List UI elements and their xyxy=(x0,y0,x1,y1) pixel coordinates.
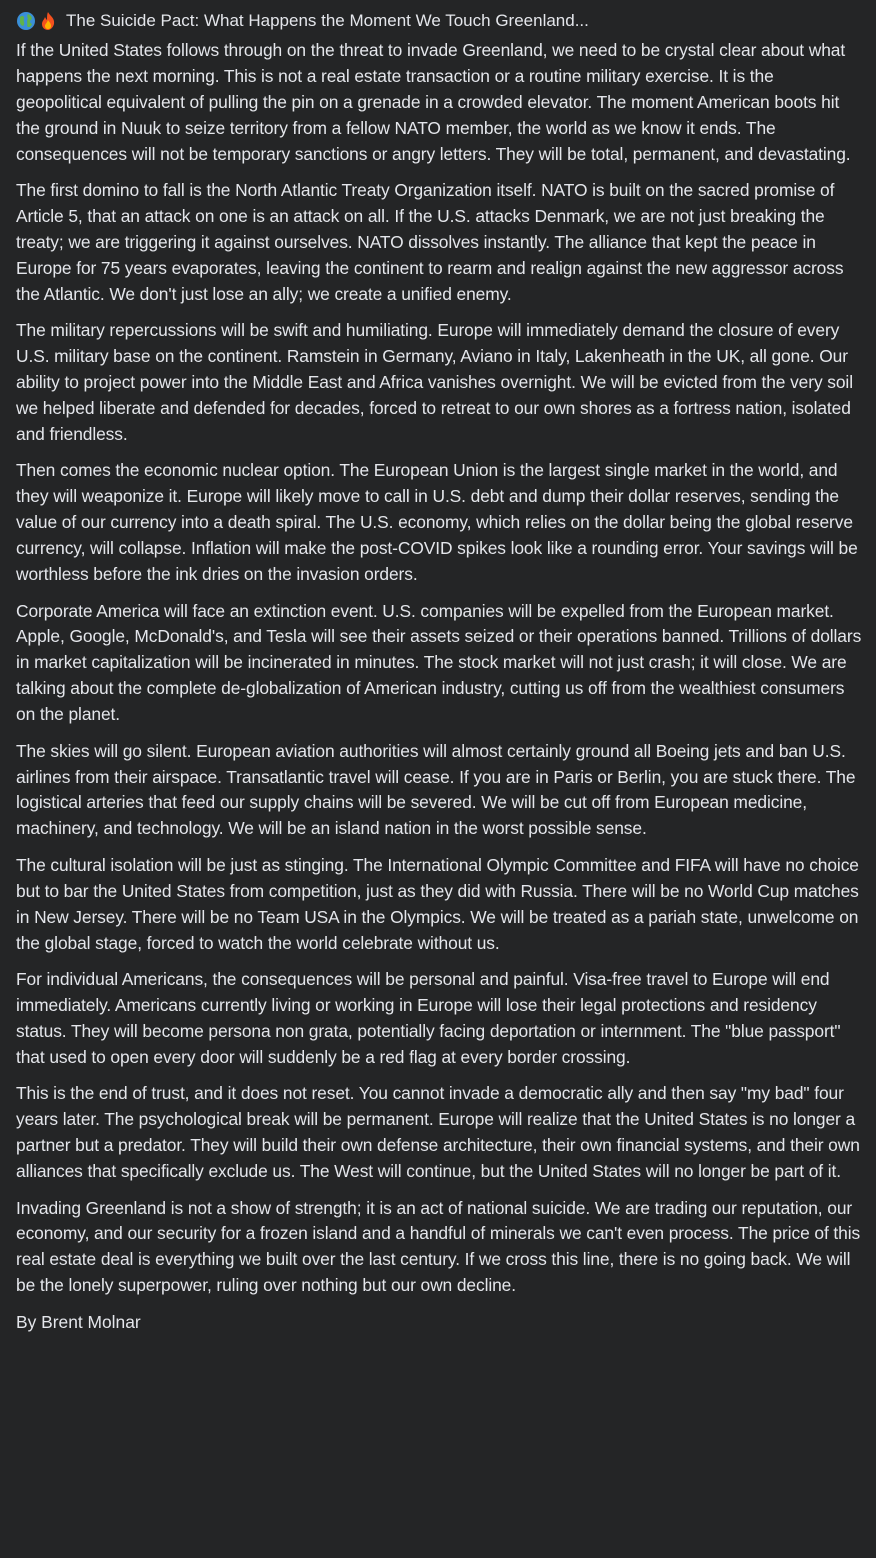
paragraph-10: Invading Greenland is not a show of strength; it is an act of national suicide. We are trading our reputation, our economy, and our security for a frozen island and a handful of minerals we can't even process. The price of this real estate deal is everything we built over the last century. If we cross this line, there is no going back. We will be the lonely superpower, ruling over nothing but our own decline. xyxy=(16,1197,861,1296)
paragraph-2: The first domino to fall is the North Atlantic Treaty Organization itself. NATO is built on the sacred promise of Article 5, that an attack on one is an attack on all. If the U.S. attacks Denmark, we are not just breaking the treaty; we are triggering it against ourselves. NATO dissolves instantly. The alliance that kept the peace in Europe for 75 years evaporates, leaving the continent to rearm and realign against the new aggressor across the Atlantic. We don't just lose an ally; we create a unified enemy. xyxy=(16,180,844,304)
post-title: The Suicide Pact: What Happens the Moment We Touch Greenland... xyxy=(66,11,589,30)
paragraph-5: Corporate America will face an extinction event. U.S. companies will be expelled from the European market. Apple, Google, McDonald's, and Tesla will see their assets seized or their operations banned. Trillions of dollars in market capitalization will be incinerated in minutes. The stock market will not just crash; it will close. We are talking about the complete de-globalization of American industry, cutting us off from the wealthiest consumers on the planet. xyxy=(16,600,862,725)
paragraph-8: For individual Americans, the consequences will be personal and painful. Visa-free travel to Europe will end immediately. Americans currently living or working in Europe will lose their legal protections and residency status. They will become persona non grata, potentially facing deportation or internment. The "blue passport" that used to open every door will suddenly be a red flag at every border crossing. xyxy=(16,969,841,1067)
post-title-row xyxy=(16,6,862,36)
fire-icon xyxy=(38,11,58,31)
paragraph-9: This is the end of trust, and it does not reset. You cannot invade a democratic ally and then say "my bad" four years later. The psychological break will be permanent. Europe will realize that the United States is no longer a partner but a predator. They will build their own defense architecture, their own financial systems, and their own alliances that specifically exclude us. The West will continue, but the United States will no longer be part of it. xyxy=(16,1083,860,1181)
paragraph-7: The cultural isolation will be just as stinging. The International Olympic Committee and FIFA will have no choice but to bar the United States from competition, just as they did with Russia. There will be no World Cup matches in New Jersey. There will be no Team USA in the Olympics. We will be treated as a pariah state, unwelcome on the global stage, forced to watch the world celebrate without us. xyxy=(16,854,859,953)
paragraph-6: The skies will go silent. European aviation authorities will almost certainly ground all Boeing jets and ban U.S. airlines from their airspace. Transatlantic travel will cease. If you are in Paris or Berlin, you are stuck there. The logistical arteries that feed our supply chains will be severed. We will be cut off from European medicine, machinery, and technology. We will be an island nation in the worst possible sense. xyxy=(16,740,856,839)
globe-icon xyxy=(16,11,36,31)
paragraph-1: If the United States follows through on the threat to invade Greenland, we need to be crystal clear about what happens the next morning. This is not a real estate transaction or a routine military exercise. It is the geopolitical equivalent of pulling the pin on a grenade in a crowded elevator. The moment American boots hit the ground in Nuuk to seize territory from a fellow NATO member, the world as we know it ends. The consequences will not be temporary sanctions or angry letters. They will be total, permanent, and devastating. xyxy=(16,40,851,164)
author-byline: By Brent Molnar xyxy=(16,1311,141,1332)
paragraph-3: The military repercussions will be swift and humiliating. Europe will immediately demand the closure of every U.S. military base on the continent. Ramstein in Germany, Aviano in Italy, Lakenheath in the UK, all gone. Our ability to project power into the Middle East and Africa vanishes overnight. We will be evicted from the very soil we helped liberate and defended for decades, forced to retreat to our own shores as a fortress nation, isolated and friendless. xyxy=(16,320,853,444)
paragraph-4: Then comes the economic nuclear option. The European Union is the largest single market in the world, and they will weaponize it. Europe will likely move to call in U.S. debt and dump their dollar reserves, sending the value of our currency into a death spiral. The U.S. economy, which relies on the dollar being the global reserve currency, will collapse. Inflation will make the post-COVID spikes look like a rounding error. Your savings will be worthless before the ink dries on the invasion orders. xyxy=(16,460,858,584)
